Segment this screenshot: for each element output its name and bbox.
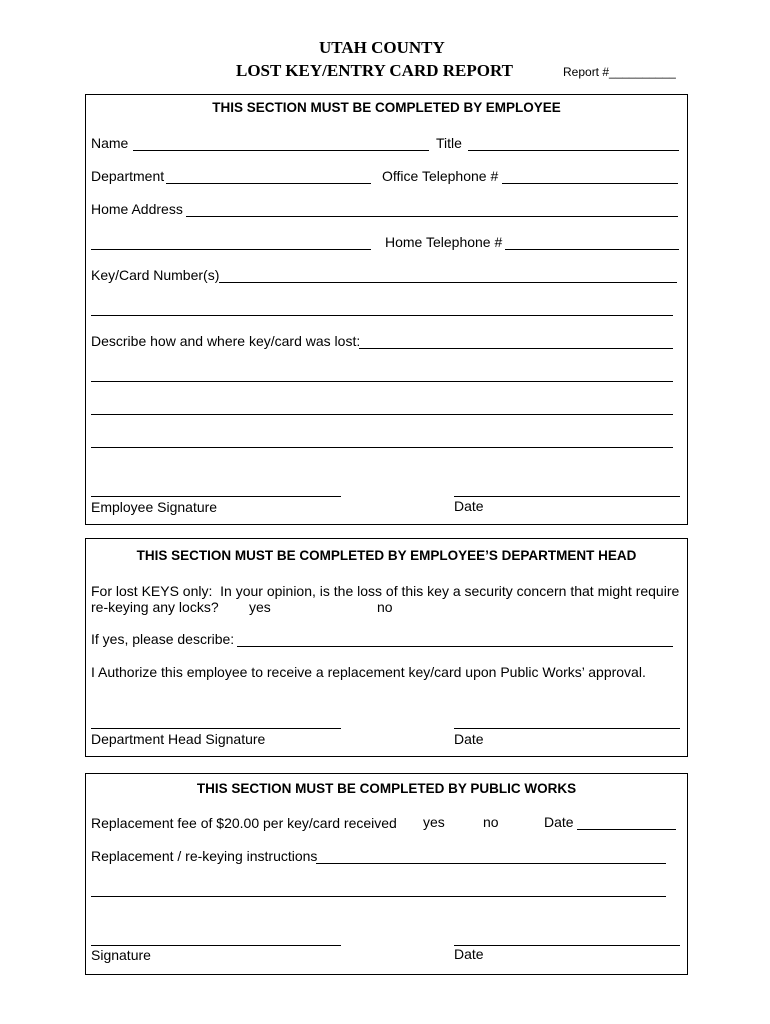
name-field[interactable]: Name bbox=[91, 135, 431, 153]
home-address-field[interactable]: Home Address bbox=[91, 201, 678, 219]
employee-signature-label: Employee Signature bbox=[91, 499, 218, 515]
home-telephone-field[interactable]: Home Telephone # bbox=[385, 234, 679, 252]
department-head-date-label: Date bbox=[454, 731, 484, 747]
public-works-section bbox=[85, 773, 688, 975]
department-head-signature-label: Department Head Signature bbox=[91, 731, 266, 747]
fee-yes-option[interactable]: yes bbox=[423, 814, 445, 830]
department-field[interactable]: Department bbox=[91, 168, 371, 186]
describe-loss-field[interactable]: Describe how and where key/card was lost: bbox=[91, 333, 673, 351]
fee-date-field[interactable]: Date bbox=[544, 814, 676, 832]
employee-signature-line[interactable] bbox=[91, 496, 341, 497]
report-number-field[interactable]: Report #__________ bbox=[563, 65, 676, 79]
describe-loss-line-3[interactable] bbox=[91, 432, 673, 450]
rekeying-instructions-field[interactable]: Replacement / re-keying instructions bbox=[91, 848, 666, 866]
home-address-continued-field[interactable] bbox=[91, 234, 371, 252]
rekeying-instructions-continued-field[interactable] bbox=[91, 881, 666, 899]
security-no-option[interactable]: no bbox=[377, 599, 393, 615]
department-head-section-heading: THIS SECTION MUST BE COMPLETED BY EMPLOYEE’S DEPARTMENT HEAD bbox=[136, 548, 637, 563]
public-works-signature-label: Signature bbox=[91, 947, 151, 963]
public-works-signature-line[interactable] bbox=[91, 945, 341, 946]
county-title: UTAH COUNTY bbox=[319, 38, 445, 57]
office-telephone-field[interactable]: Office Telephone # bbox=[382, 168, 678, 186]
key-card-numbers-field[interactable]: Key/Card Number(s) bbox=[91, 267, 677, 285]
fee-no-option[interactable]: no bbox=[483, 814, 499, 830]
key-card-numbers-continued-field[interactable] bbox=[91, 300, 673, 318]
employee-date-label: Date bbox=[454, 498, 484, 514]
describe-loss-line-2[interactable] bbox=[91, 399, 673, 417]
department-head-date-line[interactable] bbox=[454, 728, 680, 729]
security-describe-field[interactable]: If yes, please describe: bbox=[91, 631, 673, 649]
public-works-date-label: Date bbox=[454, 946, 484, 962]
describe-loss-line-1[interactable] bbox=[91, 366, 673, 384]
replacement-fee-label: Replacement fee of $20.00 per key/card received bbox=[91, 815, 397, 831]
department-head-signature-line[interactable] bbox=[91, 728, 341, 729]
security-yes-option[interactable]: yes bbox=[249, 599, 271, 615]
employee-section bbox=[85, 94, 688, 525]
employee-section-heading: THIS SECTION MUST BE COMPLETED BY EMPLOYEE bbox=[212, 100, 561, 115]
title-field[interactable]: Title bbox=[436, 135, 679, 153]
security-concern-question-cont: re-keying any locks? bbox=[91, 599, 219, 615]
form-title: LOST KEY/ENTRY CARD REPORT bbox=[236, 61, 513, 80]
employee-date-line[interactable] bbox=[454, 496, 680, 497]
authorization-statement: I Authorize this employee to receive a replacement key/card upon Public Works’ approval. bbox=[91, 664, 646, 680]
public-works-section-heading: THIS SECTION MUST BE COMPLETED BY PUBLIC WORKS bbox=[196, 781, 577, 796]
public-works-date-line[interactable] bbox=[454, 945, 680, 946]
department-head-section bbox=[85, 538, 688, 757]
security-concern-question: For lost KEYS only: In your opinion, is the loss of this key a security concern that might require bbox=[91, 583, 680, 599]
